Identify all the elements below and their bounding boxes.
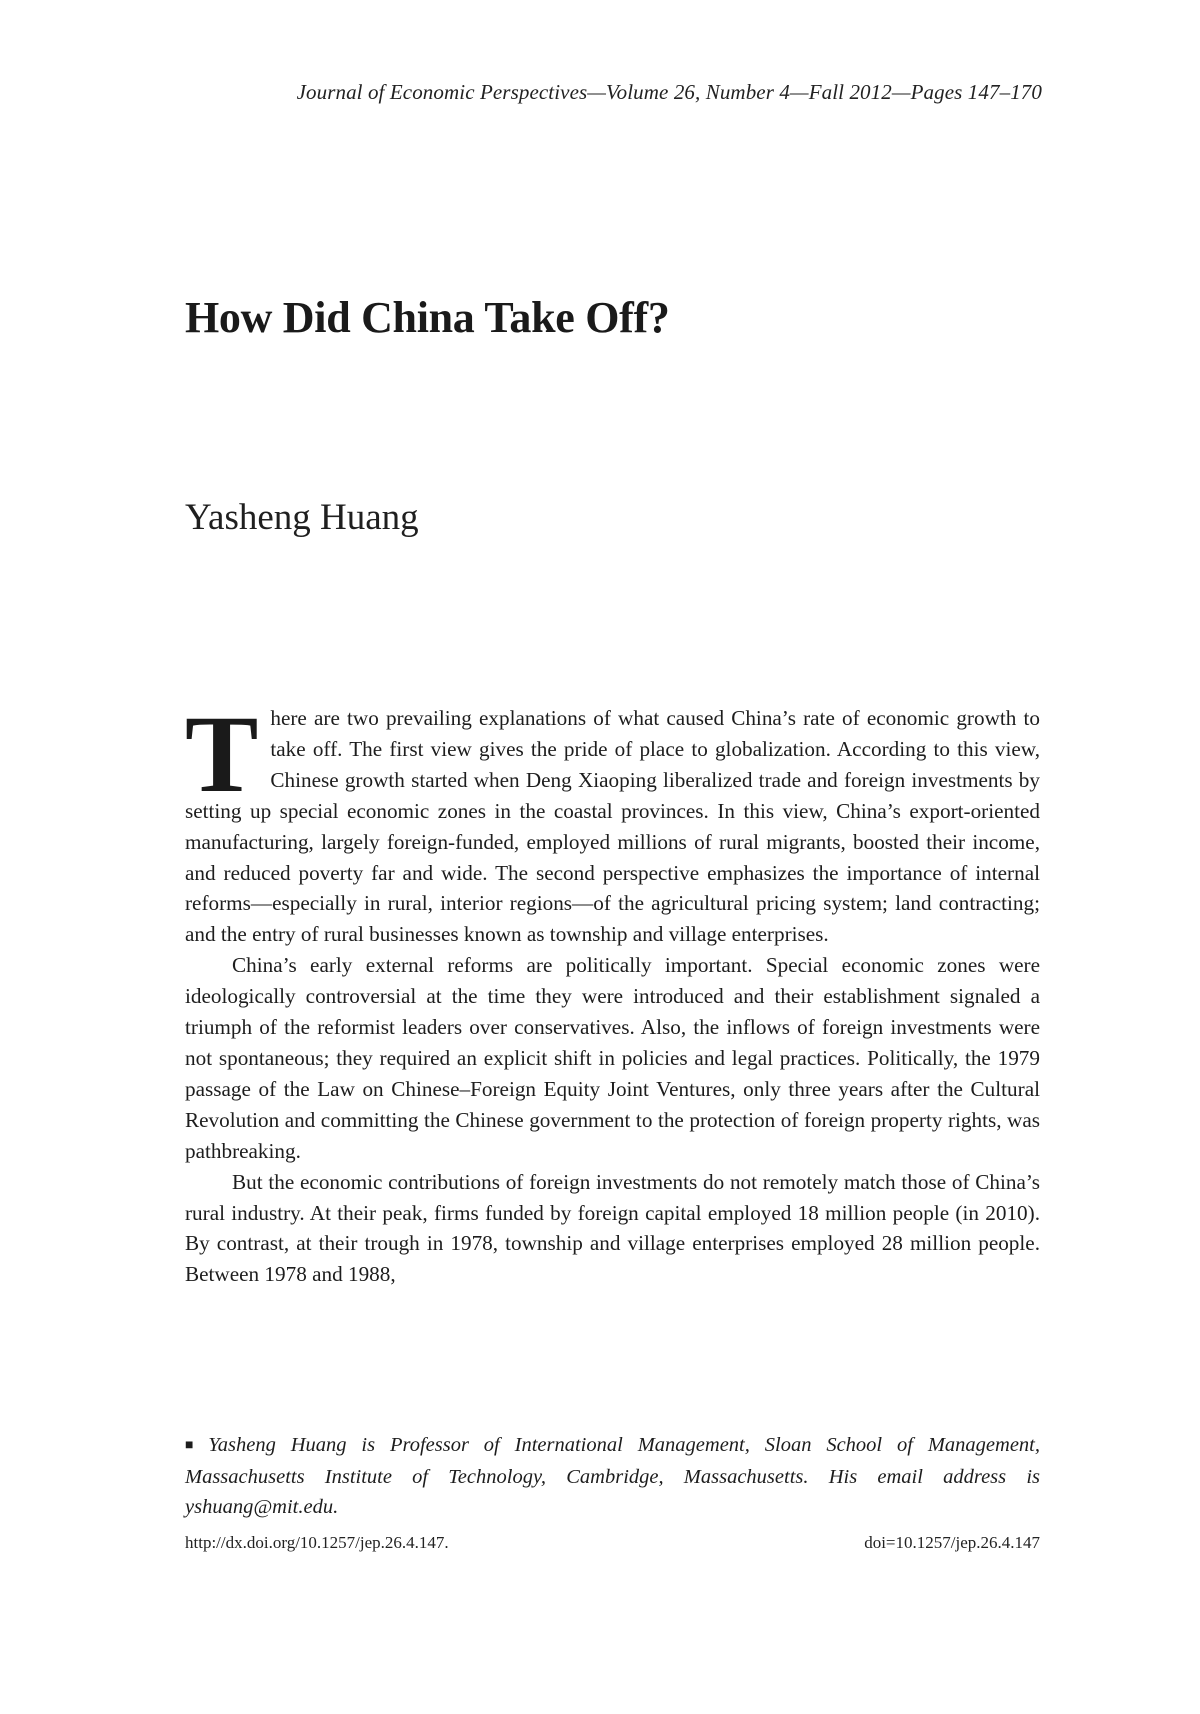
article-body bbox=[185, 693, 1040, 1290]
doi-identifier: doi=10.1257/jep.26.4.147 bbox=[864, 1533, 1040, 1552]
running-head: Journal of Economic Perspectives—Volume 26, Number 4—Fall 2012—Pages 147–170 bbox=[296, 80, 1042, 104]
paragraph-2: China’s early external reforms are politically important. Special economic zones were ideologically controversial at the time they were introduced and their establishment signaled a triumph of the reformist leaders over conservatives. Also, the inflows of foreign investments were not spontaneous; they required an explicit shift in policies and legal practices. Politically, the 1979 passage of the Law on Chinese–Foreign Equity Joint Ventures, only three years after the Cultural Revolution and committing the Chinese government to the protection of foreign property rights, was pathbreaking. bbox=[185, 953, 1040, 1163]
paragraph-3: But the economic contributions of foreign investments do not remotely match those of China’s rural industry. At their peak, firms funded by foreign capital employed 18 million people (in 2010). By contrast, at their trough in 1978, township and village enterprises employed 28 million people. Between 1978 and 1988, bbox=[185, 1169, 1040, 1287]
paragraph-1-text: here are two prevailing explanations of what caused China’s rate of economic growth to take off. The first view gives the pride of place to globalization. According to this view, Chinese growth started when Deng Xiaoping liberalized trade and foreign investments by setting up special economic zones in the coastal provinces. In this view, China’s export-oriented manufacturing, largely foreign-funded, employed millions of rural migrants, boosted their income, and reduced poverty far and wide. The second perspective emphasizes the importance of internal reforms—especially in rural, interior regions—of the agricultural pricing system; land contracting; and the entry of rural businesses known as township and village enterprises. bbox=[185, 706, 1040, 947]
footnote-text: Yasheng Huang is Professor of International Management, Sloan School of Management, Massachusetts Institute of Technology, Cambridge, Massachusetts. His email address is yshuang@mit.edu. bbox=[185, 1434, 1040, 1518]
footnote-bullet: ■ bbox=[185, 1438, 204, 1453]
paragraph-1 bbox=[185, 693, 1040, 950]
author-name: Yasheng Huang bbox=[185, 497, 419, 538]
doi-url-link[interactable]: http://dx.doi.org/10.1257/jep.26.4.147. bbox=[185, 1533, 449, 1552]
drop-cap: T bbox=[185, 693, 259, 815]
author-footnote bbox=[185, 1430, 1040, 1523]
article-title: How Did China Take Off? bbox=[185, 293, 670, 342]
